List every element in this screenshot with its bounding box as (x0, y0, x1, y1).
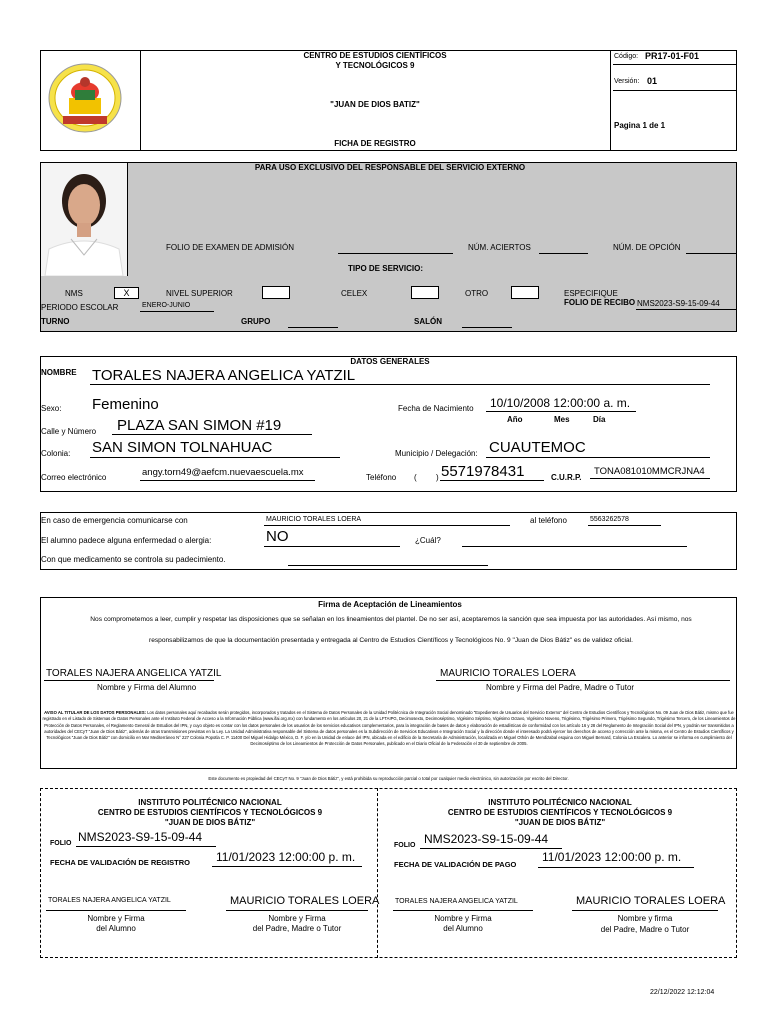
stub1-folio-label: FOLIO (50, 840, 72, 847)
nacimiento-value: 10/10/2008 12:00:00 a. m. (490, 396, 631, 410)
form-title: FICHA DE REGISTRO (334, 139, 416, 148)
stub2-folio-line (420, 848, 562, 849)
stub1-folio-value: NMS2023-S9-15-09-44 (78, 830, 203, 844)
stub2-alumno-line (393, 910, 533, 911)
nombre-value: TORALES NAJERA ANGELICA YATZIL (92, 367, 356, 384)
nombre-label: NOMBRE (41, 368, 77, 377)
stub1-alumno-label1: Nombre y Firma (87, 914, 145, 923)
tipo-servicio-label: TIPO DE SERVICIO: (348, 264, 423, 273)
calle-line (112, 434, 312, 435)
stub2-inst1: INSTITUTO POLITÉCNICO NACIONAL (488, 798, 632, 807)
anio-label: Año (507, 415, 523, 424)
stub1-tutor-label1: Nombre y Firma (268, 914, 326, 923)
emergency-phone-value: 5563262578 (590, 516, 629, 523)
celex-label: CELEX (341, 289, 368, 298)
stub2-inst3: "JUAN DE DIOS BÁTIZ" (514, 818, 606, 827)
municipio-label: Municipio / Delegación: (395, 449, 478, 458)
otro-checkbox[interactable] (511, 286, 539, 299)
grupo-label: GRUPO (241, 317, 271, 326)
photo-divider (127, 163, 128, 276)
nms-checkbox[interactable] (114, 287, 139, 299)
stub1-tutor-label2: del Padre, Madre o Tutor (252, 924, 342, 933)
version-label: Versión: (614, 78, 640, 85)
stub2-tutor-name: MAURICIO TORALES LOERA (576, 895, 726, 907)
telefono-label: Teléfono (366, 473, 397, 482)
agreement-tutor-name: MAURICIO TORALES LOERA (440, 668, 576, 679)
otro-label: OTRO (465, 289, 489, 298)
privacy-text: Los datos personales aquí recabados serán protegidos, incorporados y tratados en el Sistema de Datos Personales de la Unidad Politécnica de Integración Social denominado "Expedientes de Usuarios del Servicio Externo" del Centro de Estudios Científicos y Tecnológicos No. 09 Juan de Dios Bátiz, mismo que fue registrado en el Listado de Sistemas de Datos Personales ante el Instituto Federal de Acceso a la Información Pública (www.ifai.org.mx) con fundamento en los artículos 20, 21 de la LFTAIPG, Decimosexto, Decimoséptimo, Vigésimo Séptimo, Vigésimo Octavo, Vigésimo Noveno, Trigésimo, Trigésimo Primero, Trigésimo Segundo, Trigésimo Tercero, de los Lineamientos de Protección de Datos Personales, el Reglamento General de Estudios del IPN, y cuyo objeto es contar con los datos personales de los usuarios de los servicios educativos complementarios, para la integración de bases de datos y elaboración de estadísticas de conformidad con los artículo 16 y 28 del Reglamento de Integración Social del IPN, y podrán ser transmitidos a autoridades del CECyT "Juan de Dios Bátiz", además de otras transmisiones previstas en la Ley. La Unidad Administrativa responsable del Sistema de datos personales es la Subdirección de Servicios Educativos e Integración Social y la dirección donde el interesado podrá ejercer los derechos de acceso y corrección ante la misma, es el Centro de Estudios Científicos y Tecnológicos "Juan de Dios Bátiz" con domicilio en Mar Mediterráneo N° 227 Colonia Popotla C. P. 11400 Del Miguel Hidalgo México, D. F. y/o en la Unidad de enlace del IPN, ubicada en el edificio de la Secretaría de Administración, localizada en Miguel Othón de Mendizabal esquina con Miguel Bernard, Colonia La Escalera. Lo anterior se informa en cumplimiento del Decimoséptimo de los Lineamientos de Protección de Datos Personales, publicado en el Diario Oficial de la Federación el 30 de septiembre de 2005. (42, 710, 736, 747)
emergency-phone-line (588, 525, 661, 526)
cual-line (462, 546, 687, 547)
enfermedad-line (264, 546, 400, 547)
stub1-inst2: CENTRO DE ESTUDIOS CIENTÍFICOS Y TECNOLÓGICOS 9 (97, 808, 323, 817)
mes-label: Mes (554, 415, 570, 424)
stub1-alumno-label2: del Alumno (96, 924, 136, 933)
especifique-label: ESPECIFIQUE (564, 289, 618, 298)
sexo-value: Femenino (92, 396, 159, 413)
opcion-label: NÚM. DE OPCIÓN (613, 243, 681, 252)
stub1-inst1: INSTITUTO POLITÉCNICO NACIONAL (138, 798, 282, 807)
periodo-label: PERIODO ESCOLAR (41, 303, 119, 312)
version-underline (613, 90, 736, 91)
nivel-superior-checkbox[interactable] (262, 286, 290, 299)
periodo-line (140, 311, 214, 312)
telefono-paren-close: ) (436, 473, 439, 482)
opcion-line (686, 253, 736, 254)
stub1-alumno-line (46, 910, 186, 911)
footer-timestamp: 22/12/2022 12:12:04 (650, 989, 715, 996)
aciertos-line (539, 253, 588, 254)
enfermedad-label: El alumno padece alguna enfermedad o alergia: (41, 536, 212, 545)
code-value: PR17-01-F01 (645, 51, 700, 61)
periodo-value: ENERO-JUNIO (142, 302, 191, 309)
service-title: PARA USO EXCLUSIVO DEL RESPONSABLE DEL SERVICIO EXTERNO (254, 163, 526, 172)
stub2-alumno-label1: Nombre y Firma (434, 914, 492, 923)
colonia-value: SAN SIMON TOLNAHUAC (92, 439, 273, 456)
telefono-value: 5571978431 (441, 463, 525, 480)
agreement-alumno-label: Nombre y Firma del Alumno (97, 683, 197, 692)
calle-value: PLAZA SAN SIMON #19 (117, 417, 282, 434)
stub1-folio-line (76, 846, 216, 847)
correo-line (140, 480, 315, 481)
property-notice: Este documento es propiedad del CECyT No. 9 "Juan de Dios Bátiz", y está prohibida su reproducción parcial o total por cualquier medio electrónico, sin autorización por escrito del Director. (208, 776, 569, 781)
nms-label: NMS (65, 289, 83, 298)
grupo-line (288, 327, 338, 328)
medicamento-label: Con que medicamento se controla su padecimiento. (41, 555, 226, 564)
turno-label: TURNO (41, 317, 70, 326)
recibo-line (636, 309, 736, 310)
nivel-superior-label: NIVEL SUPERIOR (166, 289, 233, 298)
telefono-paren-open: ( (414, 473, 417, 482)
agreement-text-2: responsabilizamos de que la documentación presentada y entregada al Centro de Estudios Científicos y Tecnológicos No. 9 "Juan de Dios Bátiz" es de validez oficial. (149, 637, 633, 644)
agreement-text-1: Nos comprometemos a leer, cumplir y respetar las disposiciones que se señalan en los lineamientos del plantel. De no ser así, aceptaremos la sanción que sea impuesta por las autoridades. Así mismo, nos (90, 616, 692, 623)
emergency-contact-line (264, 525, 510, 526)
agreement-tutor-line (436, 680, 730, 681)
emergency-contact-value: MAURICIO TORALES LOERA (266, 516, 362, 523)
folio-examen-label: FOLIO DE EXAMEN DE ADMISIÓN (166, 243, 295, 252)
correo-value: angy.torn49@aefcm.nuevaescuela.mx (142, 467, 304, 478)
telefono-line (440, 480, 544, 481)
header-institution-2: Y TECNOLÓGICOS 9 (335, 61, 415, 70)
header-divider-2 (610, 50, 611, 151)
code-underline (613, 64, 736, 65)
celex-checkbox[interactable] (411, 286, 439, 299)
stub2-alumno-name: TORALES NAJERA ANGELICA YATZIL (395, 898, 518, 905)
correo-label: Correo electrónico (41, 473, 107, 482)
stubs-divider (377, 788, 378, 958)
colonia-line (90, 457, 340, 458)
salon-line (462, 327, 512, 328)
cual-label: ¿Cuál? (415, 536, 441, 545)
municipio-line (486, 457, 710, 458)
stub1-fecha-label: FECHA DE VALIDACIÓN DE REGISTRO (50, 858, 191, 867)
header-institution: CENTRO DE ESTUDIOS CIENTÍFICOS (303, 51, 447, 60)
enfermedad-value: NO (266, 528, 289, 545)
version-value: 01 (647, 76, 658, 86)
stub2-tutor-line (572, 910, 718, 911)
agreement-alumno-line (44, 680, 214, 681)
stub2-fecha-label: FECHA DE VALIDACIÓN DE PAGO (394, 860, 517, 869)
stub1-fecha-line (212, 866, 362, 867)
folio-examen-line (338, 253, 453, 254)
salon-label: SALÓN (414, 317, 442, 326)
nacimiento-line (486, 411, 636, 412)
emergency-contact-label: En caso de emergencia comunicarse con (41, 516, 188, 525)
colonia-label: Colonia: (41, 449, 71, 458)
calle-label: Calle y Número (41, 427, 97, 436)
stub2-folio-label: FOLIO (394, 842, 416, 849)
agreement-title: Firma de Aceptación de Lineamientos (318, 600, 462, 609)
privacy-notice (42, 710, 736, 748)
aciertos-label: NÚM. ACIERTOS (468, 243, 531, 252)
header-school: "JUAN DE DIOS BATIZ" (330, 100, 420, 109)
recibo-value: NMS2023-S9-15-09-44 (637, 299, 720, 308)
stub1-inst3: "JUAN DE DIOS BÁTIZ" (164, 818, 256, 827)
nombre-line (90, 384, 710, 385)
code-label: Código: (614, 53, 639, 60)
school-logo (47, 60, 123, 136)
municipio-value: CUAUTEMOC (489, 439, 586, 456)
emergency-phone-label: al teléfono (530, 516, 567, 525)
sexo-label: Sexo: (41, 404, 62, 413)
stub2-tutor-label1: Nombre y firma (617, 914, 673, 923)
stub2-fecha-value: 11/01/2023 12:00:00 p. m. (542, 850, 682, 864)
recibo-label: FOLIO DE RECIBO (564, 298, 636, 307)
header-divider-1 (140, 50, 141, 151)
agreement-tutor-label: Nombre y Firma del Padre, Madre o Tutor (486, 683, 635, 692)
stub1-alumno-name: TORALES NAJERA ANGELICA YATZIL (48, 897, 171, 904)
page-label: Pagina 1 de 1 (614, 121, 666, 130)
student-photo (41, 163, 127, 276)
curp-line (590, 478, 710, 479)
nacimiento-label: Fecha de Nacimiento (398, 404, 474, 413)
dia-label: Día (593, 415, 606, 424)
general-data-title: DATOS GENERALES (350, 357, 430, 366)
stub1-tutor-line (226, 910, 368, 911)
agreement-alumno-name: TORALES NAJERA ANGELICA YATZIL (46, 668, 222, 679)
stub2-folio-value: NMS2023-S9-15-09-44 (424, 832, 549, 846)
curp-label: C.U.R.P. (551, 473, 582, 482)
stub2-alumno-label2: del Alumno (443, 924, 483, 933)
medicamento-line (288, 565, 488, 566)
nms-checkbox-mark: X (123, 288, 130, 298)
stub1-fecha-value: 11/01/2023 12:00:00 p. m. (216, 850, 356, 864)
stub2-fecha-line (538, 867, 694, 868)
stub2-tutor-label2: del Padre, Madre o Tutor (600, 925, 690, 934)
curp-value: TONA081010MMCRJNA4 (594, 466, 705, 477)
stub1-tutor-name: MAURICIO TORALES LOERA (230, 895, 380, 907)
stub2-inst2: CENTRO DE ESTUDIOS CIENTÍFICOS Y TECNOLÓGICOS 9 (447, 808, 673, 817)
privacy-heading: AVISO AL TITULAR DE LOS DATOS PERSONALES: (44, 710, 147, 715)
